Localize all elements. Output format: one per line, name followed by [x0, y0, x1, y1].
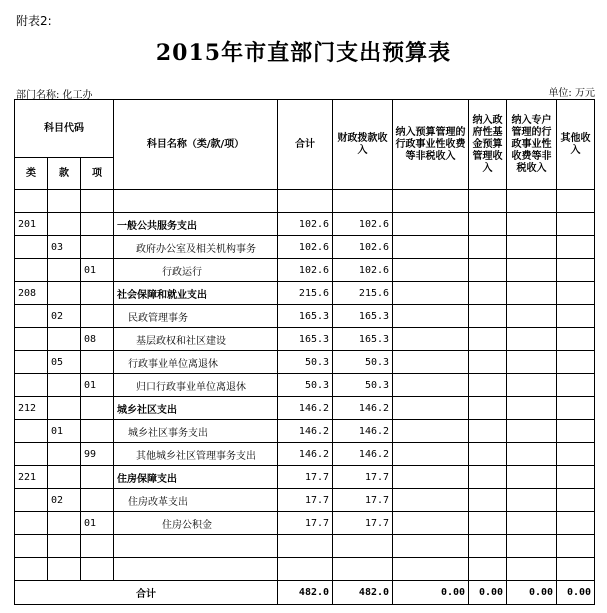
cell-lei — [15, 259, 48, 282]
cell-other — [557, 305, 595, 328]
cell-gov-fund — [469, 397, 507, 420]
cell-kuan — [48, 466, 81, 489]
cell-gov-fund — [469, 236, 507, 259]
cell-other — [557, 282, 595, 305]
cell-fiscal: 102.6 — [333, 259, 393, 282]
cell-kuan — [48, 374, 81, 397]
header-lei: 类 — [15, 158, 48, 190]
cell-xiang: 01 — [81, 512, 114, 535]
empty-cell — [15, 558, 48, 581]
cell-total: 146.2 — [278, 420, 333, 443]
cell-fiscal: 17.7 — [333, 489, 393, 512]
cell-kuan: 02 — [48, 305, 81, 328]
cell-item-name: 住房保障支出 — [114, 466, 278, 489]
cell-other — [557, 489, 595, 512]
total-other: 0.00 — [557, 581, 595, 605]
cell-gov-fund — [469, 328, 507, 351]
cell-total: 50.3 — [278, 351, 333, 374]
empty-cell — [333, 535, 393, 558]
cell-lei — [15, 420, 48, 443]
total-gov-fund: 0.00 — [469, 581, 507, 605]
cell-gov-fund — [469, 443, 507, 466]
cell-special-account — [507, 351, 557, 374]
cell-gov-fund — [469, 374, 507, 397]
header-code-group: 科目代码 — [15, 100, 114, 158]
empty-row — [15, 558, 595, 581]
empty-cell — [393, 535, 469, 558]
cell-kuan: 01 — [48, 420, 81, 443]
empty-cell — [557, 535, 595, 558]
empty-cell — [15, 535, 48, 558]
table-row — [15, 351, 595, 374]
cell-fiscal: 165.3 — [333, 328, 393, 351]
cell-other — [557, 213, 595, 236]
cell-non-tax — [393, 259, 469, 282]
cell-non-tax — [393, 282, 469, 305]
cell-item-name: 住房改革支出 — [114, 489, 278, 512]
cell-kuan — [48, 328, 81, 351]
cell-kuan — [48, 213, 81, 236]
cell-lei: 212 — [15, 397, 48, 420]
cell-gov-fund — [469, 259, 507, 282]
cell-item-name: 城乡社区支出 — [114, 397, 278, 420]
cell-non-tax — [393, 466, 469, 489]
cell-non-tax — [393, 213, 469, 236]
cell-xiang: 01 — [81, 374, 114, 397]
cell-item-name: 社会保障和就业支出 — [114, 282, 278, 305]
department-label: 部门名称: 化工办 — [16, 90, 93, 101]
table-row — [15, 328, 595, 351]
cell-special-account — [507, 512, 557, 535]
cell-xiang — [81, 466, 114, 489]
empty-cell — [114, 558, 278, 581]
cell-xiang — [81, 305, 114, 328]
empty-cell — [81, 558, 114, 581]
cell-lei — [15, 443, 48, 466]
cell-special-account — [507, 259, 557, 282]
empty-cell — [393, 558, 469, 581]
empty-cell — [278, 558, 333, 581]
cell-item-name: 归口行政事业单位离退休 — [114, 374, 278, 397]
cell-lei — [15, 374, 48, 397]
budget-table — [14, 99, 595, 605]
cell-kuan — [48, 443, 81, 466]
cell-other — [557, 351, 595, 374]
table-row — [15, 443, 595, 466]
cell-special-account — [507, 328, 557, 351]
cell-total: 146.2 — [278, 443, 333, 466]
cell-gov-fund — [469, 282, 507, 305]
empty-cell — [81, 535, 114, 558]
cell-total: 102.6 — [278, 213, 333, 236]
cell-item-name: 城乡社区事务支出 — [114, 420, 278, 443]
empty-cell — [469, 535, 507, 558]
cell-lei: 221 — [15, 466, 48, 489]
cell-non-tax — [393, 236, 469, 259]
cell-non-tax — [393, 374, 469, 397]
cell-item-name: 一般公共服务支出 — [114, 213, 278, 236]
cell-total: 146.2 — [278, 397, 333, 420]
unit-label: 单位: 万元 — [548, 88, 595, 99]
cell-lei: 201 — [15, 213, 48, 236]
cell-other — [557, 512, 595, 535]
total-special-account: 0.00 — [507, 581, 557, 605]
cell-total: 215.6 — [278, 282, 333, 305]
cell-lei — [15, 512, 48, 535]
cell-special-account — [507, 420, 557, 443]
empty-cell — [278, 535, 333, 558]
cell-gov-fund — [469, 466, 507, 489]
table-row — [15, 512, 595, 535]
table-row — [15, 259, 595, 282]
total-sum: 482.0 — [278, 581, 333, 605]
page-title: 2015年市直部门支出预算表 — [155, 40, 452, 66]
header-gov-fund: 纳入政府性基金预算管理收入 — [469, 100, 507, 190]
cell-fiscal: 102.6 — [333, 236, 393, 259]
cell-gov-fund — [469, 351, 507, 374]
cell-gov-fund — [469, 213, 507, 236]
cell-gov-fund — [469, 305, 507, 328]
cell-special-account — [507, 236, 557, 259]
cell-special-account — [507, 489, 557, 512]
cell-kuan: 05 — [48, 351, 81, 374]
cell-lei — [15, 351, 48, 374]
empty-row — [15, 535, 595, 558]
cell-item-name: 基层政权和社区建设 — [114, 328, 278, 351]
cell-fiscal: 146.2 — [333, 420, 393, 443]
cell-other — [557, 466, 595, 489]
attachment-label: 附表2: — [16, 14, 52, 28]
cell-total: 17.7 — [278, 466, 333, 489]
cell-fiscal: 17.7 — [333, 466, 393, 489]
empty-cell — [507, 535, 557, 558]
cell-fiscal: 146.2 — [333, 397, 393, 420]
cell-kuan: 03 — [48, 236, 81, 259]
cell-kuan — [48, 282, 81, 305]
cell-fiscal: 165.3 — [333, 305, 393, 328]
table-row — [15, 305, 595, 328]
header-fiscal: 财政拨款收入 — [333, 100, 393, 190]
cell-non-tax — [393, 489, 469, 512]
cell-special-account — [507, 397, 557, 420]
header-non-tax: 纳入预算管理的行政事业性收费等非税收入 — [393, 100, 469, 190]
cell-xiang: 08 — [81, 328, 114, 351]
cell-other — [557, 374, 595, 397]
cell-non-tax — [393, 305, 469, 328]
table-row — [15, 466, 595, 489]
cell-total: 17.7 — [278, 512, 333, 535]
cell-lei: 208 — [15, 282, 48, 305]
cell-xiang: 01 — [81, 259, 114, 282]
table-row — [15, 420, 595, 443]
header-other: 其他收入 — [557, 100, 595, 190]
total-row — [15, 581, 595, 605]
cell-xiang — [81, 420, 114, 443]
cell-special-account — [507, 466, 557, 489]
cell-gov-fund — [469, 489, 507, 512]
cell-lei — [15, 236, 48, 259]
cell-item-name: 行政运行 — [114, 259, 278, 282]
cell-xiang — [81, 213, 114, 236]
empty-cell — [333, 558, 393, 581]
cell-kuan — [48, 259, 81, 282]
table-row — [15, 374, 595, 397]
cell-special-account — [507, 282, 557, 305]
cell-gov-fund — [469, 512, 507, 535]
cell-total: 165.3 — [278, 328, 333, 351]
cell-fiscal: 102.6 — [333, 213, 393, 236]
cell-total: 165.3 — [278, 305, 333, 328]
cell-special-account — [507, 443, 557, 466]
cell-kuan: 02 — [48, 489, 81, 512]
spacer-row — [15, 190, 595, 213]
cell-xiang — [81, 351, 114, 374]
total-label: 合计 — [15, 581, 278, 605]
cell-non-tax — [393, 512, 469, 535]
table-row — [15, 213, 595, 236]
cell-xiang — [81, 397, 114, 420]
cell-item-name: 其他城乡社区管理事务支出 — [114, 443, 278, 466]
cell-fiscal: 17.7 — [333, 512, 393, 535]
header-xiang: 项 — [81, 158, 114, 190]
cell-kuan — [48, 397, 81, 420]
empty-cell — [469, 558, 507, 581]
cell-lei — [15, 305, 48, 328]
cell-item-name: 政府办公室及相关机构事务 — [114, 236, 278, 259]
header-special-account: 纳入专户管理的行政事业性收费等非税收入 — [507, 100, 557, 190]
cell-other — [557, 420, 595, 443]
cell-item-name: 住房公积金 — [114, 512, 278, 535]
cell-item-name: 民政管理事务 — [114, 305, 278, 328]
cell-non-tax — [393, 351, 469, 374]
cell-fiscal: 50.3 — [333, 351, 393, 374]
cell-non-tax — [393, 443, 469, 466]
cell-xiang: 99 — [81, 443, 114, 466]
cell-non-tax — [393, 397, 469, 420]
cell-xiang — [81, 282, 114, 305]
cell-other — [557, 443, 595, 466]
empty-cell — [48, 535, 81, 558]
cell-total: 17.7 — [278, 489, 333, 512]
empty-cell — [507, 558, 557, 581]
cell-non-tax — [393, 328, 469, 351]
cell-special-account — [507, 305, 557, 328]
table-row — [15, 282, 595, 305]
cell-fiscal: 215.6 — [333, 282, 393, 305]
header-total: 合计 — [278, 100, 333, 190]
cell-other — [557, 259, 595, 282]
cell-xiang — [81, 489, 114, 512]
cell-total: 50.3 — [278, 374, 333, 397]
cell-item-name: 行政事业单位离退休 — [114, 351, 278, 374]
cell-special-account — [507, 374, 557, 397]
cell-lei — [15, 489, 48, 512]
cell-xiang — [81, 236, 114, 259]
cell-fiscal: 146.2 — [333, 443, 393, 466]
cell-other — [557, 236, 595, 259]
table-row — [15, 236, 595, 259]
empty-cell — [557, 558, 595, 581]
empty-cell — [48, 558, 81, 581]
cell-fiscal: 50.3 — [333, 374, 393, 397]
table-row — [15, 489, 595, 512]
cell-total: 102.6 — [278, 259, 333, 282]
empty-cell — [114, 535, 278, 558]
cell-other — [557, 328, 595, 351]
total-non-tax: 0.00 — [393, 581, 469, 605]
total-fiscal: 482.0 — [333, 581, 393, 605]
header-name: 科目名称（类/款/项） — [114, 100, 278, 190]
table-row — [15, 397, 595, 420]
cell-kuan — [48, 512, 81, 535]
cell-gov-fund — [469, 420, 507, 443]
cell-special-account — [507, 213, 557, 236]
header-kuan: 款 — [48, 158, 81, 190]
cell-total: 102.6 — [278, 236, 333, 259]
cell-non-tax — [393, 420, 469, 443]
cell-other — [557, 397, 595, 420]
cell-lei — [15, 328, 48, 351]
